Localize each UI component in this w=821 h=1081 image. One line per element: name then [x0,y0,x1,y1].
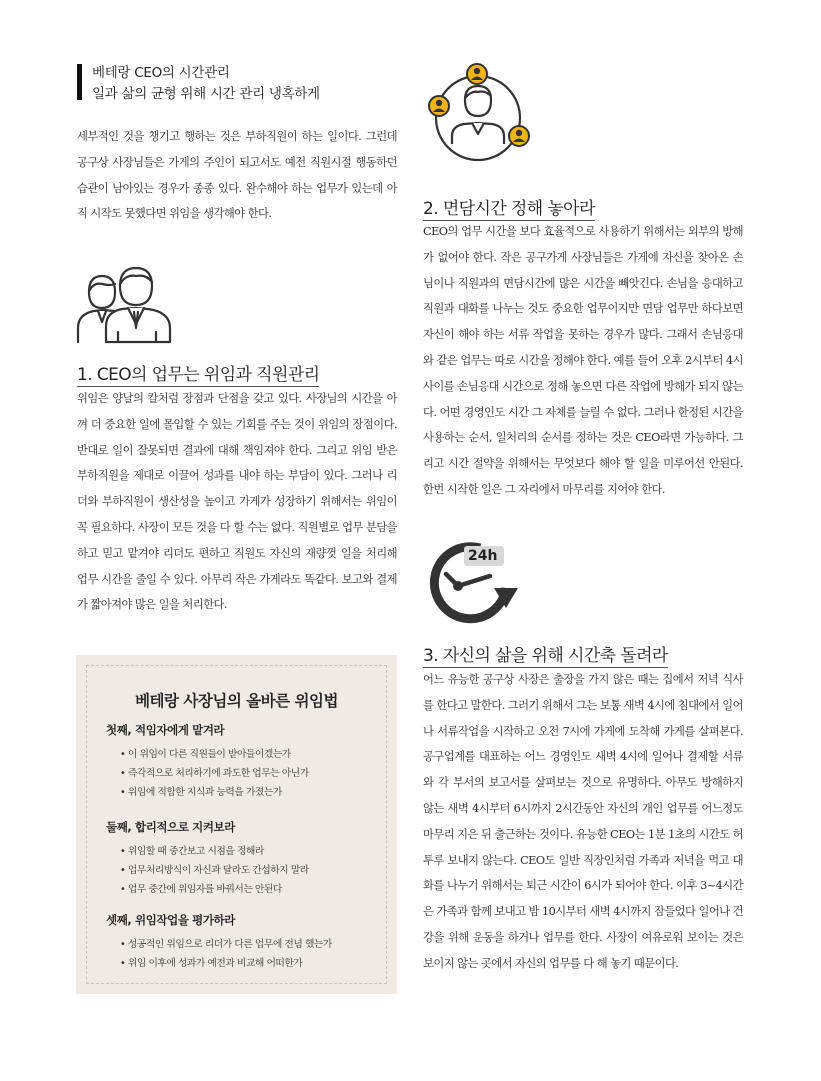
clock-badge-label: 24h [468,548,498,564]
section-2-body: CEO의 업무 시간을 보다 효율적으로 사용하기 위해서는 외부의 방해가 없어야 한다. 작은 공구가게 사장님들은 가게에 자신을 찾아온 손님이나 직원과의 면담시간에 많은 시간을 빼앗긴다. 손님을 응대하고 직원과 대화를 나누는 것도 중요한 업무이지만 면담 업무만 하다보면 자신이 해야 하는 서류 작업을 못하는 경우가 많다. 그래서 손님응대와 같은 업무는 따로 시간을 정해야 한다. 예를 들어 오후 2시부터 4시 사이를 손님응대 시간으로 정해 놓으면 다른 작업에 방해가 되지 않는다. 어떤 경영인도 시간 그 자체를 늘릴 수 없다. 그러나 한정된 시간을 사용하는 순서, 일처리의 순서를 정하는 것은 CEO라면 가능하다. 그리고 시간 절약을 위해서는 무엇보다 해야 할 일을 미루어선 안된다. 한번 시작한 일은 그 자리에서 마무리를 지어야 한다. [423,225,743,496]
section-2-title: 2. 면담시간 정해 놓아라 [423,194,595,221]
group-2-item: • 위임할 때 중간보고 시점을 정해라 [120,843,264,857]
group-2-item: • 업무 중간에 위임자를 바꿔서는 안된다 [120,881,282,895]
group-1-item: • 이 위임이 다른 직원들이 받아들이겠는가 [120,746,291,760]
24h-clock-icon [418,536,522,632]
group-2-item: • 업무처리방식이 자신과 달라도 간섭하지 말라 [120,862,309,876]
section-1-body: 위임은 양날의 칼처럼 장점과 단점을 갖고 있다. 사장님의 시간을 아껴 더 중요한 일에 몰입할 수 있는 기회를 주는 것이 위임의 장점이다. 반대로 일이 잘못되면 결과에 대해 책임져야 한다. 그리고 위임 받은 부하직원을 제대로 이끌어 성과를 내야 하는 부담이 있다. 그러나 리더와 부하직원이 생산성을 높이고 가게가 성장하기 위해서는 위임이 꼭 필요하다. 사장이 모든 것을 다 할 수는 없다. 직원별로 업무 분담을 하고 믿고 맡겨야 리더도 편하고 직원도 자신의 재량껏 일을 처리해 업무 시간을 줄일 수 있다. 아무리 작은 가게라도 똑같다. 보고와 결제가 짧아져야 많은 일을 처리한다. [77,392,397,612]
section-3-title: 3. 자신의 삶을 위해 시간축 돌려라 [423,641,668,668]
group-1-item: • 즉각적으로 처리하기에 과도한 업무는 아닌가 [120,765,309,779]
section-3-body: 어느 유능한 공구상 사장은 출장을 가지 않은 때는 집에서 저녁 식사를 한다고 말한다. 그러기 위해서 그는 보통 새벽 4시에 침대에서 일어나 서류작업을 시작하고 오전 7시에 가게에 도착해 가게를 살펴본다. 공구업계를 대표하는 어느 경영인도 새벽 4시에 일어나 결제할 서류와 각 부서의 보고서를 살펴보는 것으로 유명하다. 아무도 방해하지 않는 새벽 4시부터 6시까지 2시간동안 자신의 개인 업무를 어느정도 마무리 지은 뒤 출근하는 것이다. 유능한 CEO는 1분 1초의 시간도 허투루 보내지 않는다. CEO도 일반 직장인처럼 가족과 저녁을 먹고 대화를 나누기 위해서는 퇴근 시간이 6시가 되어야 한다. 이후 3~4시간은 가족과 함께 보내고 밤 10시부터 새벽 4시까지 잠들었다 일어나 건강을 위해 운동을 하거나 업무를 한다. 사장이 여유로워 보이는 것은 보이지 않는 곳에서 자신의 업무를 다 해 놓기 때문이다. [423,673,743,970]
header-accent-bar [77,64,82,100]
group-3-item: • 성공적인 위임으로 리더가 다른 업무에 전념 했는가 [120,936,332,950]
header-title: 베테랑 CEO의 시간관리 [92,65,230,81]
delegation-tips-box [76,655,397,994]
group-1-title: 첫째, 적임자에게 맡겨라 [106,723,225,737]
two-persons-icon [74,262,174,344]
group-1-item: • 위임에 적합한 지식과 능력을 가졌는가 [120,784,282,798]
section-1-title: 1. CEO의 업무는 위임과 직원관리 [77,360,319,387]
group-2-title: 둘째, 합리적으로 지켜보라 [106,820,235,834]
header-subtitle: 일과 삶의 균형 위해 시간 관리 냉혹하게 [92,86,320,102]
intro-paragraph: 세부적인 것을 챙기고 행하는 것은 부하직원이 하는 일이다. 그런데 공구상 사장님들은 가게의 주인이 되고서도 예전 직원시절 행동하던 습관이 남아있는 경우가 종종 있다. 완수해야 하는 업무가 있는데 아직 시작도 못했다면 위임을 생각해야 한다. [77,130,397,221]
group-3-item: • 위임 이후에 성과가 예전과 비교해 어떠한가 [120,955,302,969]
people-network-icon [422,60,534,172]
group-3-title: 셋째, 위임작업을 평가하라 [106,913,235,927]
box-title: 베테랑 사장님의 올바른 위임법 [135,692,338,710]
